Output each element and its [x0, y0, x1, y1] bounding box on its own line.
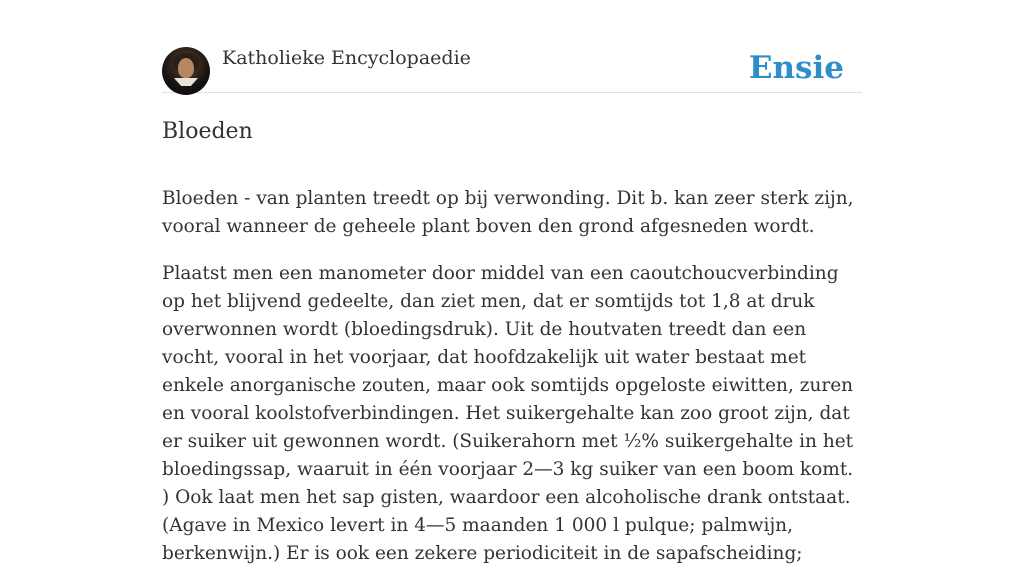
- avatar-face: [178, 58, 194, 78]
- content-container: [162, 0, 862, 568]
- avatar-collar: [174, 78, 198, 86]
- site-title[interactable]: Katholieke Encyclopaedie: [222, 47, 471, 69]
- portrait-avatar-icon[interactable]: [162, 47, 210, 95]
- site-header: [162, 0, 862, 93]
- article-paragraph-2: Plaatst men een manometer door middel van een caoutchoucverbinding op het blijvend gedeelte, dan ziet men, dat er somtijds tot 1,8 at druk overwonnen wordt (bloedingsdruk). Uit de houtvaten treedt dan een vocht, vooral in het voorjaar, dat hoofdzakelijk uit water bestaat met enkele anorganische zouten, maar ook somtijds opgeloste eiwitten, zuren en vooral koolstofverbindingen. Het suikergehalte kan zoo groot zijn, dat er suiker uit gewonnen wordt. (Suikerahorn met ½% suikergehalte in het bloedingssap, waaruit in één voorjaar 2—3 kg suiker van een boom komt. ) Ook laat men het sap gisten, waardoor een alcoholische drank ontstaat. (Agave in Mexico levert in 4—5 maanden 1 000 l pulque; palmwijn, berkenwijn.) Er is ook een zekere periodiciteit in de sapafscheiding;: [162, 263, 854, 564]
- page-title: Bloeden: [162, 119, 253, 144]
- ensie-logo-link[interactable]: Ensie: [748, 50, 844, 86]
- article-paragraph-1: Bloeden - van planten treedt op bij verwonding. Dit b. kan zeer sterk zijn, vooral wanneer de geheele plant boven den grond afgesneden wordt.: [162, 188, 854, 237]
